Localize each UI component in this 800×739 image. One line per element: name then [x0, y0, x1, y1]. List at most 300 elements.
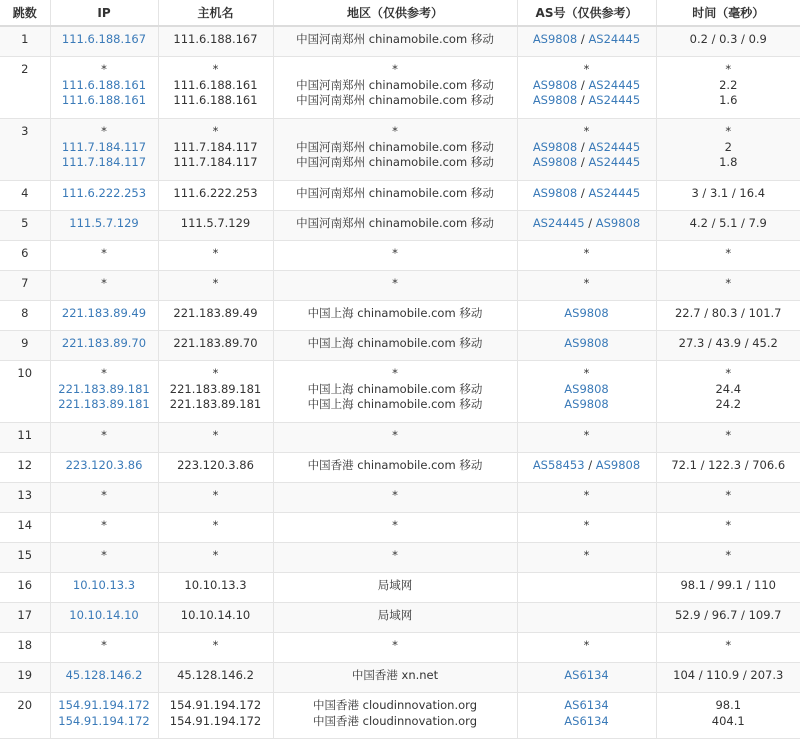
- as-cell: [517, 603, 656, 633]
- header-ip: IP: [50, 0, 158, 26]
- ip-line: [53, 458, 156, 474]
- ip-link[interactable]: 111.6.188.167: [61, 32, 147, 46]
- table-row: [0, 119, 800, 181]
- as-line: [520, 336, 654, 352]
- as-link[interactable]: AS9808: [532, 139, 578, 154]
- region-cell: [273, 603, 517, 633]
- host-line: *: [212, 366, 219, 380]
- ip-line: [53, 382, 156, 398]
- hop-cell: 5: [0, 211, 50, 241]
- table-row: [0, 57, 800, 119]
- as-cell: [517, 301, 656, 331]
- as-line: [520, 698, 654, 714]
- as-empty: *: [583, 366, 590, 380]
- table-row: [0, 573, 800, 603]
- as-empty: *: [583, 124, 590, 138]
- region-cell: [273, 633, 517, 663]
- region-line: 中国香港 cloudinnovation.org: [312, 713, 477, 728]
- table-row: [0, 241, 800, 271]
- host-cell: [158, 423, 273, 453]
- as-line: [520, 382, 654, 398]
- time-line: *: [725, 246, 732, 260]
- ip-link[interactable]: 223.120.3.86: [65, 458, 143, 472]
- host-line: 154.91.194.172: [169, 713, 262, 728]
- hop-cell: 8: [0, 301, 50, 331]
- as-link[interactable]: AS24445: [588, 32, 641, 46]
- host-line: 10.10.14.10: [180, 608, 251, 622]
- time-line: 24.2: [715, 397, 742, 411]
- as-cell: [517, 181, 656, 211]
- host-cell: [158, 331, 273, 361]
- time-cell: [656, 663, 800, 693]
- ip-line: *: [101, 246, 107, 260]
- ip-link[interactable]: 111.7.184.117: [61, 139, 147, 154]
- region-line: 中国上海 chinamobile.com 移动: [307, 397, 483, 411]
- hop-cell: 17: [0, 603, 50, 633]
- region-line: *: [392, 548, 398, 562]
- ip-line: [53, 714, 156, 730]
- host-cell: [158, 543, 273, 573]
- time-line: *: [725, 276, 732, 290]
- ip-line: [53, 93, 156, 109]
- host-line: 154.91.194.172: [169, 698, 262, 712]
- as-line: [520, 518, 654, 534]
- as-cell: [517, 331, 656, 361]
- time-line: *: [725, 518, 732, 532]
- region-cell: [273, 57, 517, 119]
- time-line: 98.1: [715, 698, 742, 712]
- ip-link[interactable]: 221.183.89.49: [61, 306, 147, 320]
- time-line: *: [725, 428, 732, 442]
- as-link[interactable]: AS9808: [564, 306, 609, 320]
- ip-line: *: [101, 638, 107, 652]
- as-line: [520, 458, 654, 474]
- as-cell: [517, 633, 656, 663]
- region-line: 中国上海 chinamobile.com 移动: [307, 336, 483, 350]
- hop-cell: 7: [0, 271, 50, 301]
- time-cell: [656, 26, 800, 57]
- time-cell: [656, 211, 800, 241]
- time-cell: [656, 603, 800, 633]
- as-line: [520, 276, 654, 292]
- as-separator: /: [584, 458, 596, 472]
- as-empty: *: [583, 488, 590, 502]
- host-cell: [158, 57, 273, 119]
- as-cell: [517, 693, 656, 739]
- table-row: [0, 271, 800, 301]
- region-cell: [273, 26, 517, 57]
- as-line: [520, 216, 654, 232]
- time-line: 24.4: [715, 381, 742, 396]
- as-line: [520, 124, 654, 140]
- as-link[interactable]: AS9808: [595, 216, 641, 230]
- region-cell: [273, 663, 517, 693]
- ip-line: *: [101, 276, 107, 290]
- hop-cell: 10: [0, 361, 50, 423]
- ip-line: *: [101, 366, 107, 380]
- table-row: [0, 483, 800, 513]
- host-line: 111.6.222.253: [173, 186, 258, 200]
- time-cell: [656, 301, 800, 331]
- region-cell: [273, 423, 517, 453]
- as-line: [520, 428, 654, 444]
- host-cell: [158, 633, 273, 663]
- ip-cell: [50, 573, 158, 603]
- host-line: *: [212, 638, 219, 652]
- region-cell: [273, 361, 517, 423]
- region-cell: [273, 483, 517, 513]
- region-cell: [273, 271, 517, 301]
- time-line: 27.3 / 43.9 / 45.2: [678, 336, 778, 350]
- host-cell: [158, 119, 273, 181]
- region-cell: [273, 453, 517, 483]
- host-line: 111.7.184.117: [173, 139, 258, 154]
- table-row: [0, 331, 800, 361]
- as-link[interactable]: AS9808: [532, 93, 578, 107]
- ip-line: *: [101, 428, 107, 442]
- as-cell: [517, 361, 656, 423]
- ip-link[interactable]: 111.5.7.129: [69, 216, 139, 230]
- ip-link[interactable]: 45.128.146.2: [65, 668, 143, 682]
- time-cell: [656, 573, 800, 603]
- as-cell: [517, 423, 656, 453]
- region-line: 中国香港 cloudinnovation.org: [312, 698, 477, 712]
- region-line: 中国河南郑州 chinamobile.com 移动: [296, 32, 494, 46]
- host-cell: [158, 573, 273, 603]
- region-line: *: [392, 638, 398, 652]
- host-line: 223.120.3.86: [177, 458, 254, 472]
- region-line: 中国河南郑州 chinamobile.com 移动: [296, 77, 494, 92]
- host-cell: [158, 26, 273, 57]
- host-cell: [158, 241, 273, 271]
- as-link[interactable]: AS6134: [564, 698, 609, 712]
- as-cell: [517, 453, 656, 483]
- region-line: *: [392, 276, 398, 290]
- hop-cell: 19: [0, 663, 50, 693]
- host-line: *: [212, 548, 219, 562]
- hop-cell: 4: [0, 181, 50, 211]
- as-cell: [517, 483, 656, 513]
- region-cell: [273, 119, 517, 181]
- hop-cell: 16: [0, 573, 50, 603]
- hop-cell: 13: [0, 483, 50, 513]
- hop-cell: 2: [0, 57, 50, 119]
- host-line: 45.128.146.2: [177, 668, 254, 682]
- as-link[interactable]: AS24445: [588, 93, 641, 107]
- table-row: [0, 181, 800, 211]
- ip-cell: [50, 483, 158, 513]
- host-line: 221.183.89.70: [173, 336, 258, 350]
- host-cell: [158, 361, 273, 423]
- host-cell: [158, 603, 273, 633]
- host-cell: [158, 211, 273, 241]
- host-line: *: [212, 62, 219, 76]
- as-separator: /: [584, 216, 596, 230]
- time-line: 52.9 / 96.7 / 109.7: [674, 608, 782, 622]
- ip-link[interactable]: 154.91.194.172: [58, 713, 150, 728]
- table-row: [0, 633, 800, 663]
- as-line: [520, 78, 654, 94]
- as-cell: [517, 119, 656, 181]
- ip-link[interactable]: 111.6.188.161: [61, 77, 147, 92]
- ip-link[interactable]: 111.6.188.161: [61, 93, 147, 107]
- as-line: [520, 62, 654, 78]
- as-cell: [517, 271, 656, 301]
- host-line: 111.7.184.117: [173, 155, 258, 169]
- as-empty: *: [583, 428, 590, 442]
- as-line: [520, 638, 654, 654]
- region-line: *: [392, 124, 398, 138]
- ip-link[interactable]: 221.183.89.70: [61, 336, 147, 350]
- hop-cell: 11: [0, 423, 50, 453]
- as-link[interactable]: AS6134: [564, 713, 609, 728]
- time-line: 1.8: [719, 155, 738, 169]
- table-header-row: [0, 0, 800, 26]
- table-body: [0, 26, 800, 739]
- as-cell: [517, 26, 656, 57]
- as-separator: /: [577, 186, 589, 200]
- table-row: [0, 663, 800, 693]
- time-line: 3 / 3.1 / 16.4: [691, 186, 766, 200]
- time-line: 22.7 / 80.3 / 101.7: [674, 306, 782, 320]
- ip-link[interactable]: 111.7.184.117: [61, 155, 147, 169]
- ip-line: [53, 78, 156, 94]
- ip-line: [53, 698, 156, 714]
- region-line: 中国香港 xn.net: [351, 668, 439, 682]
- as-cell: [517, 57, 656, 119]
- host-cell: [158, 513, 273, 543]
- host-line: 111.6.188.167: [173, 32, 258, 46]
- table-row: [0, 301, 800, 331]
- as-line: [520, 32, 654, 48]
- ip-line: [53, 32, 156, 48]
- as-separator: /: [577, 139, 589, 154]
- hop-cell: 14: [0, 513, 50, 543]
- ip-cell: [50, 423, 158, 453]
- hop-cell: 18: [0, 633, 50, 663]
- time-line: *: [725, 548, 732, 562]
- region-cell: [273, 241, 517, 271]
- ip-link[interactable]: 221.183.89.181: [58, 397, 150, 411]
- region-cell: [273, 301, 517, 331]
- time-line: 0.2 / 0.3 / 0.9: [689, 32, 767, 46]
- time-line: 104 / 110.9 / 207.3: [673, 668, 784, 682]
- hop-cell: 3: [0, 119, 50, 181]
- region-line: *: [392, 62, 398, 76]
- time-cell: [656, 693, 800, 739]
- region-line: 中国河南郑州 chinamobile.com 移动: [296, 186, 494, 200]
- host-line: *: [212, 276, 219, 290]
- region-line: 中国上海 chinamobile.com 移动: [307, 306, 483, 320]
- hop-cell: 1: [0, 26, 50, 57]
- as-link[interactable]: AS6134: [564, 668, 609, 682]
- as-line: [520, 155, 654, 171]
- table-row: [0, 361, 800, 423]
- hop-cell: 9: [0, 331, 50, 361]
- host-cell: [158, 271, 273, 301]
- ip-line: *: [101, 62, 107, 76]
- table-row: [0, 26, 800, 57]
- ip-cell: [50, 543, 158, 573]
- as-link[interactable]: AS24445: [588, 155, 641, 169]
- ip-link[interactable]: 10.10.13.3: [72, 578, 136, 592]
- host-line: 111.5.7.129: [180, 216, 251, 230]
- region-line: *: [392, 518, 398, 532]
- ip-line: [53, 578, 156, 594]
- table-row: [0, 693, 800, 739]
- as-link[interactable]: AS9808: [532, 186, 578, 200]
- as-link[interactable]: AS58453: [532, 458, 585, 472]
- table-row: [0, 543, 800, 573]
- host-cell: [158, 483, 273, 513]
- ip-cell: [50, 271, 158, 301]
- header-hostname: 主机名: [158, 0, 273, 26]
- as-line: [520, 397, 654, 413]
- as-link[interactable]: AS24445: [588, 139, 641, 154]
- time-cell: [656, 543, 800, 573]
- region-line: 中国上海 chinamobile.com 移动: [307, 381, 483, 396]
- ip-line: *: [101, 124, 107, 138]
- as-link[interactable]: AS9808: [564, 397, 609, 411]
- table-row: [0, 603, 800, 633]
- as-line: [520, 306, 654, 322]
- time-line: 404.1: [711, 713, 745, 728]
- time-cell: [656, 331, 800, 361]
- ip-cell: [50, 26, 158, 57]
- region-line: 中国香港 chinamobile.com 移动: [307, 458, 483, 472]
- time-line: 72.1 / 122.3 / 706.6: [671, 458, 786, 472]
- header-region: 地区（仅供参考）: [273, 0, 517, 26]
- table-row: [0, 211, 800, 241]
- header-hop: 跳数: [0, 0, 50, 26]
- host-line: 221.183.89.181: [169, 381, 262, 396]
- region-line: 中国河南郑州 chinamobile.com 移动: [296, 93, 494, 107]
- as-line: [520, 548, 654, 564]
- ip-line: [53, 140, 156, 156]
- ip-link[interactable]: 221.183.89.181: [58, 381, 150, 396]
- as-line: [520, 246, 654, 262]
- time-cell: [656, 361, 800, 423]
- host-line: 10.10.13.3: [184, 578, 247, 592]
- host-line: 111.6.188.161: [173, 93, 258, 107]
- region-line: 中国河南郑州 chinamobile.com 移动: [296, 216, 494, 230]
- time-line: 2: [724, 139, 732, 154]
- ip-line: [53, 216, 156, 232]
- host-cell: [158, 453, 273, 483]
- as-line: [520, 608, 654, 624]
- time-cell: [656, 181, 800, 211]
- as-link[interactable]: AS9808: [564, 336, 609, 350]
- region-line: *: [392, 488, 398, 502]
- hop-cell: 20: [0, 693, 50, 739]
- region-cell: [273, 331, 517, 361]
- as-link[interactable]: AS9808: [532, 155, 578, 169]
- ip-cell: [50, 119, 158, 181]
- time-line: *: [725, 366, 732, 380]
- ip-cell: [50, 241, 158, 271]
- as-link[interactable]: AS9808: [532, 77, 578, 92]
- host-cell: [158, 301, 273, 331]
- as-empty: *: [583, 548, 590, 562]
- as-line: [520, 488, 654, 504]
- hop-cell: 12: [0, 453, 50, 483]
- ip-cell: [50, 513, 158, 543]
- as-line: [520, 93, 654, 109]
- as-link[interactable]: AS24445: [588, 186, 641, 200]
- ip-cell: [50, 57, 158, 119]
- header-as: AS号（仅供参考）: [517, 0, 656, 26]
- ip-line: [53, 186, 156, 202]
- as-link[interactable]: AS9808: [564, 381, 609, 396]
- host-line: *: [212, 488, 219, 502]
- ip-line: *: [101, 518, 107, 532]
- as-separator: /: [577, 77, 589, 92]
- as-cell: [517, 241, 656, 271]
- as-line: [520, 714, 654, 730]
- ip-line: *: [101, 548, 107, 562]
- region-cell: [273, 181, 517, 211]
- as-empty: *: [583, 62, 590, 76]
- ip-cell: [50, 181, 158, 211]
- ip-cell: [50, 453, 158, 483]
- time-cell: [656, 513, 800, 543]
- host-cell: [158, 693, 273, 739]
- ip-line: [53, 668, 156, 684]
- time-line: 98.1 / 99.1 / 110: [680, 578, 777, 592]
- ip-cell: [50, 663, 158, 693]
- as-link[interactable]: AS9808: [532, 32, 578, 46]
- ip-line: [53, 397, 156, 413]
- ip-cell: [50, 633, 158, 663]
- ip-cell: [50, 331, 158, 361]
- host-line: *: [212, 124, 219, 138]
- host-line: 221.183.89.49: [173, 306, 258, 320]
- region-cell: [273, 543, 517, 573]
- as-cell: [517, 573, 656, 603]
- host-line: *: [212, 518, 219, 532]
- region-line: 局域网: [377, 608, 413, 622]
- as-line: [520, 578, 654, 594]
- table-row: [0, 423, 800, 453]
- ip-link[interactable]: 154.91.194.172: [58, 698, 150, 712]
- as-empty: *: [583, 276, 590, 290]
- as-cell: [517, 543, 656, 573]
- host-line: *: [212, 428, 219, 442]
- host-line: 111.6.188.161: [173, 77, 258, 92]
- ip-link[interactable]: 111.6.222.253: [61, 186, 147, 200]
- region-line: 中国河南郑州 chinamobile.com 移动: [296, 139, 494, 154]
- as-empty: *: [583, 246, 590, 260]
- ip-line: *: [101, 488, 107, 502]
- as-link[interactable]: AS24445: [532, 216, 585, 230]
- ip-link[interactable]: 10.10.14.10: [69, 608, 139, 622]
- hop-cell: 6: [0, 241, 50, 271]
- region-cell: [273, 211, 517, 241]
- hop-cell: 15: [0, 543, 50, 573]
- table-row: [0, 453, 800, 483]
- ip-cell: [50, 603, 158, 633]
- as-link[interactable]: AS9808: [595, 458, 641, 472]
- as-link[interactable]: AS24445: [588, 77, 641, 92]
- as-separator: /: [577, 32, 589, 46]
- time-cell: [656, 633, 800, 663]
- time-cell: [656, 483, 800, 513]
- ip-line: [53, 306, 156, 322]
- region-line: 局域网: [377, 578, 413, 592]
- host-cell: [158, 181, 273, 211]
- region-line: 中国河南郑州 chinamobile.com 移动: [296, 155, 494, 169]
- time-line: *: [725, 124, 732, 138]
